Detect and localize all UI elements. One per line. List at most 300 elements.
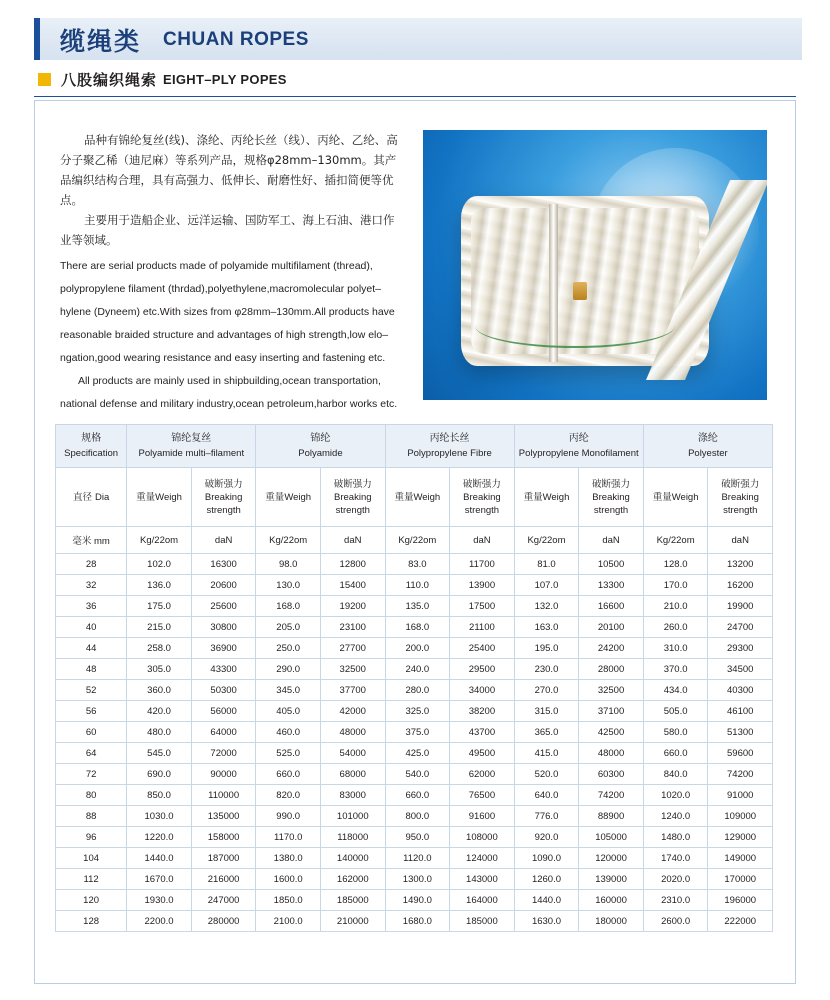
cell-value: 540.0 [385,764,450,785]
cell-value: 280.0 [385,680,450,701]
cell-value: 76500 [450,785,514,806]
cell-value: 110.0 [385,575,450,596]
cell-value: 158000 [191,827,255,848]
subheader-breaking-2-en: Breaking strength [334,491,372,516]
cell-value: 260.0 [643,617,708,638]
cell-value: 185000 [450,911,514,932]
cell-value: 1240.0 [643,806,708,827]
cell-value: 163.0 [514,617,579,638]
cell-value: 32500 [579,680,643,701]
intro-paragraph-cn [60,130,400,250]
cell-value: 81.0 [514,554,579,575]
cell-value: 136.0 [127,575,192,596]
cell-value: 247000 [191,890,255,911]
cell-value: 11700 [450,554,514,575]
cell-value: 13200 [708,554,773,575]
group-header-polypropylene-monofilament-cn: 丙纶 [568,433,589,444]
table-head [56,425,773,554]
table-row [56,722,773,743]
subheader-breaking-2-cn: 破断强力 [333,478,372,490]
cell-value: 64000 [191,722,255,743]
specification-table [55,424,773,932]
intro-cn-p2: 主要用于造船企业、远洋运输、国防军工、海上石油、港口作业等领域。 [60,213,395,247]
cell-value: 480.0 [127,722,192,743]
cell-value: 105000 [579,827,643,848]
table-row [56,806,773,827]
cell-value: 164000 [450,890,514,911]
unit-kg-3: Kg/22om [385,527,450,554]
unit-dan-4: daN [579,527,643,554]
rope-brass-tag [573,282,587,300]
cell-value: 37700 [321,680,385,701]
subheader-breaking-1 [191,468,255,527]
cell-value: 28000 [579,659,643,680]
header-divider [34,96,796,97]
cell-value: 170000 [708,869,773,890]
unit-dan-2: daN [321,527,385,554]
cell-value: 1090.0 [514,848,579,869]
cell-value: 62000 [450,764,514,785]
cell-value: 54000 [321,743,385,764]
cell-value: 168.0 [256,596,321,617]
subheader-breaking-1-en: Breaking strength [204,491,243,516]
cell-value: 240.0 [385,659,450,680]
cell-value: 315.0 [514,701,579,722]
cell-value: 545.0 [127,743,192,764]
cell-value: 23100 [321,617,385,638]
cell-value: 34500 [708,659,773,680]
intro-paragraph-en [60,255,410,416]
table-group-header-row [56,425,773,468]
cell-value: 215.0 [127,617,192,638]
cell-value: 1440.0 [127,848,192,869]
cell-value: 370.0 [643,659,708,680]
unit-kg-1: Kg/22om [127,527,192,554]
cell-value: 162000 [321,869,385,890]
cell-value: 434.0 [643,680,708,701]
cell-value: 130.0 [256,575,321,596]
subheader-breaking-3-cn: 破断强力 [462,478,501,490]
table-row [56,701,773,722]
subheader-breaking-3-en: Breaking strength [463,491,501,516]
group-header-polypropylene-monofilament-en: Polypropylene Monofilament [518,448,639,459]
group-header-polyamide [256,425,385,468]
unit-dan-1: daN [191,527,255,554]
cell-value: 210000 [321,911,385,932]
cell-value: 195.0 [514,638,579,659]
cell-value: 258.0 [127,638,192,659]
group-header-polypropylene-fibre [385,425,514,468]
table-row [56,743,773,764]
cell-value: 29300 [708,638,773,659]
cell-value: 13300 [579,575,643,596]
subheader-weight-3-en: Weigh [413,491,441,503]
cell-value: 118000 [321,827,385,848]
cell-value: 2310.0 [643,890,708,911]
cell-value: 1670.0 [127,869,192,890]
cell-value: 135.0 [385,596,450,617]
cell-value: 56000 [191,701,255,722]
cell-value: 216000 [191,869,255,890]
subheader-breaking-1-cn: 破断强力 [204,478,243,490]
cell-value: 19200 [321,596,385,617]
subheader-weight-3-cn: 重量 [394,491,414,503]
table-row [56,890,773,911]
cell-value: 128.0 [643,554,708,575]
cell-value: 91600 [450,806,514,827]
unit-kg-5: Kg/22om [643,527,708,554]
subheader-weight-1-en: Weigh [155,491,182,503]
cell-value: 325.0 [385,701,450,722]
cell-diameter: 128 [56,911,127,932]
cell-value: 24200 [579,638,643,659]
cell-value: 1490.0 [385,890,450,911]
cell-diameter: 96 [56,827,127,848]
cell-value: 110000 [191,785,255,806]
table-row [56,575,773,596]
cell-value: 1020.0 [643,785,708,806]
cell-value: 175.0 [127,596,192,617]
cell-value: 13900 [450,575,514,596]
cell-value: 1480.0 [643,827,708,848]
cell-value: 140000 [321,848,385,869]
cell-value: 10500 [579,554,643,575]
rope-green-tie [475,304,675,348]
cell-value: 46100 [708,701,773,722]
subheader-diameter-en: Dia [94,491,110,503]
cell-value: 170.0 [643,575,708,596]
group-header-polyamide-multifilament-en: Polyamide multi–filament [138,448,245,459]
cell-value: 43700 [450,722,514,743]
cell-value: 2600.0 [643,911,708,932]
group-header-polyamide-multifilament [127,425,256,468]
group-header-polyester [643,425,772,468]
group-header-polyamide-en: Polyamide [298,448,343,459]
cell-value: 168.0 [385,617,450,638]
cell-value: 345.0 [256,680,321,701]
cell-value: 185000 [321,890,385,911]
cell-value: 59600 [708,743,773,764]
cell-value: 420.0 [127,701,192,722]
cell-value: 820.0 [256,785,321,806]
table-row [56,785,773,806]
table-row [56,827,773,848]
cell-diameter: 80 [56,785,127,806]
group-header-polypropylene-fibre-cn: 丙纶长丝 [429,433,470,444]
subheader-weight-5 [643,468,708,527]
cell-value: 101000 [321,806,385,827]
cell-value: 120000 [579,848,643,869]
cell-value: 27700 [321,638,385,659]
cell-value: 21100 [450,617,514,638]
cell-value: 74200 [579,785,643,806]
cell-value: 72000 [191,743,255,764]
table-units-row [56,527,773,554]
subheader-breaking-5-cn: 破断强力 [721,478,760,490]
table-row [56,596,773,617]
cell-value: 98.0 [256,554,321,575]
cell-value: 135000 [191,806,255,827]
cell-value: 32500 [321,659,385,680]
subheader-breaking-3 [450,468,514,527]
unit-kg-2: Kg/22om [256,527,321,554]
cell-value: 124000 [450,848,514,869]
cell-value: 25600 [191,596,255,617]
cell-value: 405.0 [256,701,321,722]
subheader-weight-4-en: Weigh [542,491,570,503]
table-subheader-row [56,468,773,527]
cell-diameter: 104 [56,848,127,869]
cell-value: 68000 [321,764,385,785]
cell-value: 160000 [579,890,643,911]
cell-value: 290.0 [256,659,321,680]
table-row [56,617,773,638]
subheader-weight-4 [514,468,579,527]
cell-value: 520.0 [514,764,579,785]
cell-value: 139000 [579,869,643,890]
cell-value: 180000 [579,911,643,932]
cell-value: 16600 [579,596,643,617]
cell-value: 222000 [708,911,773,932]
cell-value: 20600 [191,575,255,596]
cell-diameter: 72 [56,764,127,785]
subheader-weight-4-cn: 重量 [523,491,543,503]
cell-value: 143000 [450,869,514,890]
section-subheading-en: EIGHT–PLY POPES [163,71,287,87]
cell-value: 950.0 [385,827,450,848]
subheader-breaking-4 [579,468,643,527]
cell-value: 19900 [708,596,773,617]
cell-diameter: 112 [56,869,127,890]
unit-dan-5: daN [708,527,773,554]
cell-value: 38200 [450,701,514,722]
subheader-breaking-4-en: Breaking strength [592,491,630,516]
cell-value: 48000 [579,743,643,764]
subheader-weight-2 [256,468,321,527]
cell-value: 505.0 [643,701,708,722]
cell-value: 365.0 [514,722,579,743]
group-header-polyamide-multifilament-cn: 锦纶复丝 [171,433,212,444]
cell-value: 840.0 [643,764,708,785]
cell-value: 375.0 [385,722,450,743]
cell-value: 800.0 [385,806,450,827]
cell-value: 50300 [191,680,255,701]
subheader-breaking-5 [708,468,773,527]
cell-value: 250.0 [256,638,321,659]
cell-value: 850.0 [127,785,192,806]
cell-value: 83.0 [385,554,450,575]
table-row [56,659,773,680]
unit-dan-3: daN [450,527,514,554]
cell-value: 48000 [321,722,385,743]
cell-value: 660.0 [385,785,450,806]
subheader-breaking-5-en: Breaking strength [721,491,759,516]
cell-value: 12800 [321,554,385,575]
cell-diameter: 44 [56,638,127,659]
page-title-en: CHUAN ROPES [163,29,309,50]
unit-mm: 毫米 mm [56,527,127,554]
header-band-gradient [40,18,802,60]
cell-value: 280000 [191,911,255,932]
intro-en-p2: All products are mainly used in shipbuilding,ocean transportation, national defense and military industry,ocean petroleum,harbor works etc. [60,375,398,410]
cell-value: 102.0 [127,554,192,575]
cell-value: 2020.0 [643,869,708,890]
cell-value: 40300 [708,680,773,701]
cell-value: 187000 [191,848,255,869]
cell-diameter: 60 [56,722,127,743]
cell-value: 1380.0 [256,848,321,869]
square-bullet-icon [38,73,51,86]
cell-value: 34000 [450,680,514,701]
section-subheading-cn: 八股编织绳索 [61,70,158,89]
cell-value: 2100.0 [256,911,321,932]
group-header-polyester-en: Polyester [688,448,728,459]
cell-value: 305.0 [127,659,192,680]
cell-diameter: 28 [56,554,127,575]
group-header-polypropylene-fibre-en: Polypropylene Fibre [407,448,492,459]
cell-value: 640.0 [514,785,579,806]
cell-value: 310.0 [643,638,708,659]
cell-value: 16200 [708,575,773,596]
group-header-polyester-cn: 涤纶 [697,433,718,444]
intro-en-p1: There are serial products made of polyamide multifilament (thread), polypropylene filament (thrdad),polyethylene,macromolecular polyet–hylene (Dyneem) etc.With sizes from φ28mm–130mm.All products have reasonable braided structure and advantages of high strength,low elo–ngation,good wearing resistance and easy inserting and fastening etc. [60,260,395,364]
cell-diameter: 88 [56,806,127,827]
table-row [56,680,773,701]
cell-value: 83000 [321,785,385,806]
cell-diameter: 48 [56,659,127,680]
cell-diameter: 52 [56,680,127,701]
table-row [56,869,773,890]
cell-value: 1850.0 [256,890,321,911]
cell-value: 690.0 [127,764,192,785]
cell-diameter: 36 [56,596,127,617]
cell-value: 1600.0 [256,869,321,890]
cell-value: 42500 [579,722,643,743]
subheader-weight-1 [127,468,192,527]
cell-value: 460.0 [256,722,321,743]
cell-value: 1220.0 [127,827,192,848]
cell-value: 1120.0 [385,848,450,869]
page-header-band [34,18,802,60]
section-subheading [34,66,287,92]
cell-value: 660.0 [643,743,708,764]
subheader-diameter [56,468,127,527]
cell-value: 525.0 [256,743,321,764]
cell-diameter: 40 [56,617,127,638]
cell-value: 425.0 [385,743,450,764]
cell-value: 210.0 [643,596,708,617]
cell-value: 107.0 [514,575,579,596]
subheader-diameter-cn: 直径 [72,491,95,503]
cell-value: 43300 [191,659,255,680]
group-header-polyamide-cn: 锦纶 [310,433,331,444]
cell-value: 49500 [450,743,514,764]
subheader-weight-2-cn: 重量 [265,491,285,503]
cell-value: 16300 [191,554,255,575]
subheader-weight-1-cn: 重量 [136,491,156,503]
cell-value: 36900 [191,638,255,659]
table-body [56,554,773,932]
table-row [56,638,773,659]
cell-value: 29500 [450,659,514,680]
subheader-weight-5-en: Weigh [671,491,699,503]
cell-value: 1680.0 [385,911,450,932]
cell-diameter: 120 [56,890,127,911]
page-title-cn: 缆绳类 [60,27,142,56]
cell-value: 776.0 [514,806,579,827]
cell-value: 360.0 [127,680,192,701]
cell-value: 200.0 [385,638,450,659]
cell-value: 109000 [708,806,773,827]
cell-value: 270.0 [514,680,579,701]
cell-value: 1170.0 [256,827,321,848]
intro-cn-p1: 品种有锦纶复丝(线)、涤纶、丙纶长丝（线）、丙纶、乙纶、高分子聚乙稀（迪尼麻）等系列产品，规格φ28mm–130mm。其产品编织结构合理，具有高强力、低伸长、耐磨性好、插扣简便等优点。 [60,133,398,207]
group-header-polypropylene-monofilament [514,425,643,468]
cell-diameter: 56 [56,701,127,722]
group-header-specification [56,425,127,468]
cell-value: 91000 [708,785,773,806]
cell-value: 196000 [708,890,773,911]
cell-value: 37100 [579,701,643,722]
cell-value: 920.0 [514,827,579,848]
cell-value: 42000 [321,701,385,722]
cell-value: 90000 [191,764,255,785]
cell-value: 108000 [450,827,514,848]
cell-value: 1300.0 [385,869,450,890]
cell-value: 230.0 [514,659,579,680]
specification-table-wrapper [55,424,773,932]
table-row [56,764,773,785]
cell-value: 25400 [450,638,514,659]
table-row [56,848,773,869]
cell-value: 1030.0 [127,806,192,827]
cell-value: 1260.0 [514,869,579,890]
cell-value: 1930.0 [127,890,192,911]
cell-value: 74200 [708,764,773,785]
table-row [56,911,773,932]
cell-value: 990.0 [256,806,321,827]
cell-value: 149000 [708,848,773,869]
cell-value: 17500 [450,596,514,617]
cell-value: 60300 [579,764,643,785]
cell-value: 129000 [708,827,773,848]
cell-value: 660.0 [256,764,321,785]
subheader-breaking-2 [321,468,385,527]
cell-value: 1440.0 [514,890,579,911]
cell-value: 20100 [579,617,643,638]
cell-value: 580.0 [643,722,708,743]
cell-value: 1740.0 [643,848,708,869]
cell-diameter: 32 [56,575,127,596]
table-row [56,554,773,575]
subheader-breaking-4-cn: 破断强力 [592,478,631,490]
cell-diameter: 64 [56,743,127,764]
cell-value: 1630.0 [514,911,579,932]
subheader-weight-2-en: Weigh [284,491,312,503]
group-header-specification-cn: 规格 [81,433,102,444]
cell-value: 30800 [191,617,255,638]
cell-value: 51300 [708,722,773,743]
cell-value: 205.0 [256,617,321,638]
subheader-weight-3 [385,468,450,527]
cell-value: 2200.0 [127,911,192,932]
cell-value: 15400 [321,575,385,596]
product-photo [423,130,767,400]
subheader-weight-5-cn: 重量 [652,491,672,503]
cell-value: 88900 [579,806,643,827]
group-header-specification-en: Specification [64,448,119,459]
cell-value: 415.0 [514,743,579,764]
